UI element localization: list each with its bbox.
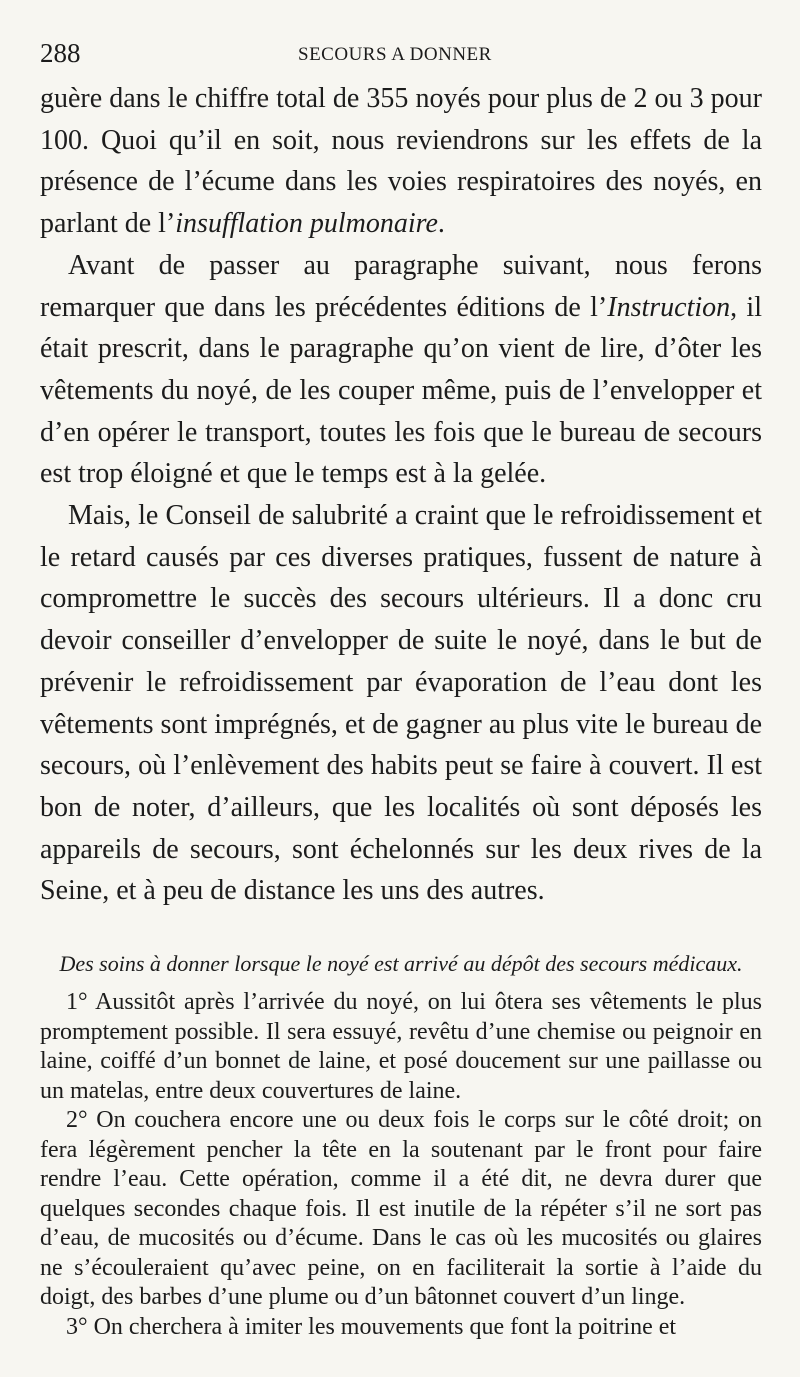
running-head: SECOURS A DONNER bbox=[298, 44, 492, 65]
emphasis: Instruction bbox=[607, 291, 731, 323]
instruction-item: 1° Aussitôt après l’arrivée du noyé, on lui ôtera ses vêtements le plus promptement possible. Il sera essuyé, revêtu d’une chemise ou peignoir en laine, coiffé d’un bonnet de laine, et posé doucement sur une paillasse ou un matelas, entre deux couvertures de laine. bbox=[40, 989, 762, 1104]
main-text bbox=[40, 78, 762, 912]
instruction-list bbox=[40, 988, 762, 1342]
paragraph: Mais, le Conseil de salubrité a craint que le refroidissement et le retard causés par ces diverses pratiques, fussent de nature à compromettre le succès des secours ultérieurs. Il a donc cru devoir conseiller d’envelopper de suite le noyé, dans le but de prévenir le refroidissement par évaporation de l’eau dont les vêtements sont imprégnés, et de gagner au plus vite le bureau de secours, où l’enlèvement des habits peut se faire à couvert. Il est bon de noter, d’ailleurs, que les localités où sont déposés les appareils de secours, sont échelonnés sur les deux rives de la Seine, et à peu de distance les uns des autres. bbox=[40, 500, 762, 907]
paragraph-continued: guère dans le chiffre total de 355 noyés pour plus de 2 ou 3 pour 100. Quoi qu’il en soit, nous reviendrons sur les effets de la présence de l’écume dans les voies respiratoires des noyés, en parlant de l’insufflation pulmonaire. bbox=[40, 83, 762, 240]
instruction-item: 2° On couchera encore une ou deux fois le corps sur le côté droit; on fera légèrement pencher la tête en la soutenant par le front pour faire rendre l’eau. Cette opération, comme il a été dit, ne devra durer que quelques secondes chaque fois. Il est inutile de la répéter s’il ne sort pas d’eau, de mucosités ou d’écume. Dans le cas où les mucosités ou glaires ne s’écouleraient qu’avec peine, on en faciliterait la sortie à l’aide du doigt, des barbes d’une plume ou d’un bâtonnet couvert d’un linge. bbox=[40, 1107, 762, 1311]
page-header bbox=[40, 38, 760, 70]
page-body bbox=[40, 78, 762, 1342]
emphasis: insufflation pulmonaire bbox=[175, 208, 438, 240]
section-heading: Des soins à donner lorsque le noyé est arrivé au dépôt des secours médicaux. bbox=[59, 951, 743, 977]
paragraph: Avant de passer au paragraphe suivant, nous ferons remarquer que dans les précédentes éditions de l’Instruction, il était prescrit, dans le paragraphe qu’on vient de lire, d’ôter les vêtements du noyé, de les couper même, puis de l’envelopper et d’en opérer le transport, toutes les fois que le bureau de secours est trop éloigné et que le temps est à la gelée. bbox=[40, 249, 762, 490]
page-number: 288 bbox=[40, 38, 81, 68]
instruction-item: 3° On cherchera à imiter les mouvements que font la poitrine et bbox=[66, 1313, 677, 1340]
